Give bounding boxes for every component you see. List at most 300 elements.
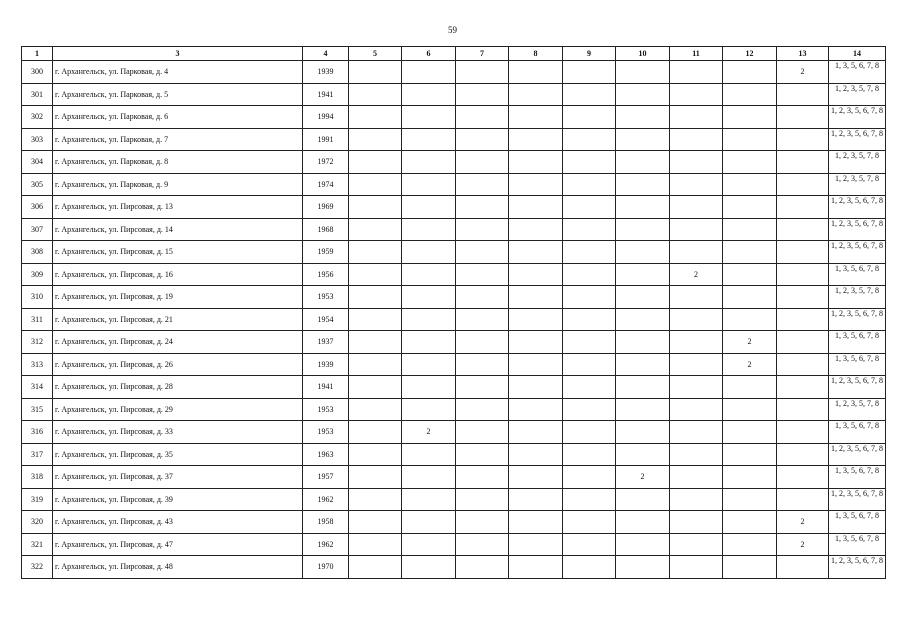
mark-cell: [563, 83, 616, 106]
mark-cell: [563, 556, 616, 579]
mark-cell: [777, 263, 829, 286]
column-header: 11: [670, 47, 723, 61]
mark-cell: [509, 173, 563, 196]
mark-cell: [402, 556, 456, 579]
year-cell: 1954: [303, 308, 349, 331]
mark-cell: [402, 151, 456, 174]
mark-cell: [616, 83, 670, 106]
table-row: [22, 128, 886, 151]
criteria-cell: 1, 2, 3, 5, 6, 7, 8: [829, 196, 886, 219]
column-header: 9: [563, 47, 616, 61]
row-number-cell: 322: [22, 556, 53, 579]
mark-cell: [563, 488, 616, 511]
mark-cell: [563, 376, 616, 399]
mark-cell: [349, 83, 402, 106]
mark-cell: [723, 241, 777, 264]
mark-cell: [723, 488, 777, 511]
row-number-cell: 319: [22, 488, 53, 511]
mark-cell: [563, 443, 616, 466]
mark-cell: [402, 443, 456, 466]
mark-cell: [563, 151, 616, 174]
mark-cell: [777, 196, 829, 219]
mark-cell: [456, 511, 509, 534]
mark-cell: [509, 533, 563, 556]
year-cell: 1939: [303, 353, 349, 376]
mark-cell: [777, 218, 829, 241]
mark-cell: [616, 241, 670, 264]
mark-cell: [616, 151, 670, 174]
mark-cell: [509, 331, 563, 354]
mark-cell: [777, 421, 829, 444]
mark-cell: [402, 61, 456, 84]
mark-cell: [456, 488, 509, 511]
address-cell: г. Архангельск, ул. Пирсовая, д. 37: [53, 466, 303, 489]
criteria-cell: 1, 3, 5, 6, 7, 8: [829, 421, 886, 444]
row-number-cell: 305: [22, 173, 53, 196]
mark-cell: [723, 421, 777, 444]
mark-cell: [402, 286, 456, 309]
mark-cell: [349, 353, 402, 376]
mark-cell: [777, 353, 829, 376]
building-registry-table: [21, 46, 886, 579]
mark-cell: [670, 218, 723, 241]
mark-cell: [509, 376, 563, 399]
address-cell: г. Архангельск, ул. Пирсовая, д. 21: [53, 308, 303, 331]
mark-cell: 2: [723, 353, 777, 376]
column-header: 10: [616, 47, 670, 61]
year-cell: 1939: [303, 61, 349, 84]
mark-cell: [723, 398, 777, 421]
mark-cell: [456, 241, 509, 264]
criteria-cell: 1, 3, 5, 6, 7, 8: [829, 466, 886, 489]
address-cell: г. Архангельск, ул. Пирсовая, д. 33: [53, 421, 303, 444]
mark-cell: [349, 218, 402, 241]
mark-cell: [349, 196, 402, 219]
mark-cell: [616, 218, 670, 241]
criteria-cell: 1, 2, 3, 5, 6, 7, 8: [829, 241, 886, 264]
mark-cell: [616, 61, 670, 84]
table-row: [22, 151, 886, 174]
mark-cell: [563, 331, 616, 354]
mark-cell: [670, 533, 723, 556]
column-header: 4: [303, 47, 349, 61]
mark-cell: [349, 263, 402, 286]
mark-cell: [563, 263, 616, 286]
row-number-cell: 307: [22, 218, 53, 241]
table-row: [22, 398, 886, 421]
mark-cell: [402, 218, 456, 241]
mark-cell: [777, 376, 829, 399]
mark-cell: [456, 376, 509, 399]
mark-cell: [563, 353, 616, 376]
table-row: [22, 263, 886, 286]
mark-cell: [456, 196, 509, 219]
mark-cell: [402, 106, 456, 129]
mark-cell: [509, 443, 563, 466]
mark-cell: [777, 331, 829, 354]
mark-cell: [563, 106, 616, 129]
criteria-cell: 1, 2, 3, 5, 6, 7, 8: [829, 443, 886, 466]
mark-cell: [402, 128, 456, 151]
mark-cell: [456, 466, 509, 489]
table-row: [22, 353, 886, 376]
mark-cell: [723, 376, 777, 399]
mark-cell: 2: [777, 533, 829, 556]
row-number-cell: 314: [22, 376, 53, 399]
mark-cell: [456, 106, 509, 129]
mark-cell: [616, 196, 670, 219]
mark-cell: [402, 83, 456, 106]
mark-cell: [563, 196, 616, 219]
table-row: [22, 241, 886, 264]
mark-cell: [509, 286, 563, 309]
address-cell: г. Архангельск, ул. Парковая, д. 6: [53, 106, 303, 129]
table-row: [22, 286, 886, 309]
criteria-cell: 1, 2, 3, 5, 7, 8: [829, 398, 886, 421]
mark-cell: [456, 421, 509, 444]
mark-cell: [509, 466, 563, 489]
mark-cell: [670, 488, 723, 511]
mark-cell: [616, 488, 670, 511]
mark-cell: 2: [616, 466, 670, 489]
mark-cell: [349, 443, 402, 466]
year-cell: 1953: [303, 286, 349, 309]
address-cell: г. Архангельск, ул. Парковая, д. 8: [53, 151, 303, 174]
column-header: 5: [349, 47, 402, 61]
row-number-cell: 320: [22, 511, 53, 534]
column-header: 3: [53, 47, 303, 61]
mark-cell: [777, 173, 829, 196]
mark-cell: [402, 511, 456, 534]
row-number-cell: 300: [22, 61, 53, 84]
address-cell: г. Архангельск, ул. Пирсовая, д. 15: [53, 241, 303, 264]
mark-cell: [349, 398, 402, 421]
mark-cell: 2: [670, 263, 723, 286]
mark-cell: [670, 196, 723, 219]
mark-cell: [563, 173, 616, 196]
address-cell: г. Архангельск, ул. Пирсовая, д. 43: [53, 511, 303, 534]
mark-cell: [723, 443, 777, 466]
criteria-cell: 1, 3, 5, 6, 7, 8: [829, 511, 886, 534]
table-row: [22, 421, 886, 444]
mark-cell: [670, 308, 723, 331]
table-row: [22, 106, 886, 129]
mark-cell: [670, 466, 723, 489]
table-row: [22, 218, 886, 241]
mark-cell: [456, 331, 509, 354]
mark-cell: [616, 443, 670, 466]
row-number-cell: 318: [22, 466, 53, 489]
row-number-cell: 304: [22, 151, 53, 174]
mark-cell: [563, 128, 616, 151]
criteria-cell: 1, 2, 3, 5, 7, 8: [829, 286, 886, 309]
mark-cell: [723, 218, 777, 241]
mark-cell: [777, 398, 829, 421]
year-cell: 1972: [303, 151, 349, 174]
mark-cell: [509, 218, 563, 241]
criteria-cell: 1, 2, 3, 5, 7, 8: [829, 173, 886, 196]
table-row: [22, 488, 886, 511]
mark-cell: [563, 511, 616, 534]
address-cell: г. Архангельск, ул. Парковая, д. 9: [53, 173, 303, 196]
mark-cell: [723, 511, 777, 534]
mark-cell: [349, 466, 402, 489]
mark-cell: [616, 533, 670, 556]
mark-cell: [670, 173, 723, 196]
address-cell: г. Архангельск, ул. Пирсовая, д. 16: [53, 263, 303, 286]
mark-cell: [402, 308, 456, 331]
mark-cell: [509, 488, 563, 511]
row-number-cell: 312: [22, 331, 53, 354]
mark-cell: 2: [777, 511, 829, 534]
year-cell: 1970: [303, 556, 349, 579]
year-cell: 1937: [303, 331, 349, 354]
mark-cell: [456, 173, 509, 196]
row-number-cell: 306: [22, 196, 53, 219]
table-row: [22, 308, 886, 331]
mark-cell: [563, 533, 616, 556]
mark-cell: [456, 286, 509, 309]
address-cell: г. Архангельск, ул. Пирсовая, д. 13: [53, 196, 303, 219]
mark-cell: [349, 421, 402, 444]
year-cell: 1991: [303, 128, 349, 151]
row-number-cell: 302: [22, 106, 53, 129]
mark-cell: [402, 241, 456, 264]
address-cell: г. Архангельск, ул. Пирсовая, д. 47: [53, 533, 303, 556]
year-cell: 1962: [303, 533, 349, 556]
mark-cell: [723, 173, 777, 196]
mark-cell: [509, 263, 563, 286]
table-row: [22, 173, 886, 196]
year-cell: 1953: [303, 398, 349, 421]
mark-cell: [456, 353, 509, 376]
mark-cell: [777, 556, 829, 579]
page-number: 59: [448, 25, 457, 35]
column-header: 1: [22, 47, 53, 61]
mark-cell: [509, 556, 563, 579]
criteria-cell: 1, 2, 3, 5, 7, 8: [829, 151, 886, 174]
criteria-cell: 1, 2, 3, 5, 6, 7, 8: [829, 376, 886, 399]
mark-cell: [402, 466, 456, 489]
mark-cell: [723, 128, 777, 151]
mark-cell: [402, 331, 456, 354]
mark-cell: [402, 398, 456, 421]
mark-cell: [456, 556, 509, 579]
mark-cell: [509, 196, 563, 219]
row-number-cell: 313: [22, 353, 53, 376]
row-number-cell: 311: [22, 308, 53, 331]
mark-cell: [349, 556, 402, 579]
mark-cell: [670, 556, 723, 579]
year-cell: 1959: [303, 241, 349, 264]
year-cell: 1957: [303, 466, 349, 489]
mark-cell: [563, 241, 616, 264]
row-number-cell: 321: [22, 533, 53, 556]
address-cell: г. Архангельск, ул. Парковая, д. 4: [53, 61, 303, 84]
mark-cell: [616, 353, 670, 376]
criteria-cell: 1, 2, 3, 5, 6, 7, 8: [829, 556, 886, 579]
mark-cell: [670, 241, 723, 264]
criteria-cell: 1, 2, 3, 5, 6, 7, 8: [829, 488, 886, 511]
row-number-cell: 316: [22, 421, 53, 444]
criteria-cell: 1, 2, 3, 5, 6, 7, 8: [829, 128, 886, 151]
address-cell: г. Архангельск, ул. Пирсовая, д. 29: [53, 398, 303, 421]
address-cell: г. Архангельск, ул. Парковая, д. 5: [53, 83, 303, 106]
mark-cell: [456, 533, 509, 556]
column-header: 8: [509, 47, 563, 61]
mark-cell: [509, 128, 563, 151]
table-body: [22, 61, 886, 579]
mark-cell: [509, 421, 563, 444]
mark-cell: [777, 308, 829, 331]
year-cell: 1974: [303, 173, 349, 196]
mark-cell: [616, 308, 670, 331]
mark-cell: [723, 83, 777, 106]
mark-cell: [777, 488, 829, 511]
mark-cell: [509, 353, 563, 376]
column-header: 14: [829, 47, 886, 61]
mark-cell: [456, 218, 509, 241]
address-cell: г. Архангельск, ул. Пирсовая, д. 48: [53, 556, 303, 579]
table-row: [22, 83, 886, 106]
table-row: [22, 556, 886, 579]
address-cell: г. Архангельск, ул. Пирсовая, д. 35: [53, 443, 303, 466]
mark-cell: [723, 263, 777, 286]
mark-cell: [723, 308, 777, 331]
mark-cell: [616, 421, 670, 444]
mark-cell: [563, 308, 616, 331]
mark-cell: [777, 286, 829, 309]
mark-cell: [723, 151, 777, 174]
table-row: [22, 533, 886, 556]
mark-cell: [456, 443, 509, 466]
mark-cell: [670, 353, 723, 376]
mark-cell: [349, 488, 402, 511]
mark-cell: [777, 83, 829, 106]
criteria-cell: 1, 2, 3, 5, 6, 7, 8: [829, 218, 886, 241]
table-row: [22, 511, 886, 534]
mark-cell: [456, 308, 509, 331]
year-cell: 1941: [303, 376, 349, 399]
mark-cell: [723, 106, 777, 129]
address-cell: г. Архангельск, ул. Пирсовая, д. 19: [53, 286, 303, 309]
year-cell: 1962: [303, 488, 349, 511]
mark-cell: 2: [777, 61, 829, 84]
column-header: 7: [456, 47, 509, 61]
mark-cell: [670, 376, 723, 399]
mark-cell: [616, 263, 670, 286]
mark-cell: [349, 533, 402, 556]
mark-cell: [563, 218, 616, 241]
criteria-cell: 1, 3, 5, 6, 7, 8: [829, 331, 886, 354]
mark-cell: [670, 286, 723, 309]
mark-cell: [402, 263, 456, 286]
mark-cell: [349, 308, 402, 331]
mark-cell: [349, 511, 402, 534]
mark-cell: [456, 61, 509, 84]
mark-cell: [723, 286, 777, 309]
mark-cell: [670, 443, 723, 466]
mark-cell: [616, 398, 670, 421]
mark-cell: [670, 331, 723, 354]
address-cell: г. Архангельск, ул. Пирсовая, д. 39: [53, 488, 303, 511]
criteria-cell: 1, 2, 3, 5, 6, 7, 8: [829, 106, 886, 129]
row-number-cell: 303: [22, 128, 53, 151]
address-cell: г. Архангельск, ул. Пирсовая, д. 26: [53, 353, 303, 376]
mark-cell: [616, 556, 670, 579]
column-header: 13: [777, 47, 829, 61]
mark-cell: [563, 421, 616, 444]
mark-cell: [402, 488, 456, 511]
mark-cell: [670, 421, 723, 444]
year-cell: 1969: [303, 196, 349, 219]
year-cell: 1956: [303, 263, 349, 286]
mark-cell: [777, 128, 829, 151]
mark-cell: [777, 466, 829, 489]
mark-cell: [616, 376, 670, 399]
year-cell: 1963: [303, 443, 349, 466]
mark-cell: [670, 128, 723, 151]
mark-cell: [563, 286, 616, 309]
row-number-cell: 317: [22, 443, 53, 466]
mark-cell: [670, 83, 723, 106]
mark-cell: [509, 398, 563, 421]
mark-cell: [670, 106, 723, 129]
criteria-cell: 1, 3, 5, 6, 7, 8: [829, 353, 886, 376]
mark-cell: 2: [402, 421, 456, 444]
column-header: 6: [402, 47, 456, 61]
mark-cell: [509, 83, 563, 106]
mark-cell: [402, 196, 456, 219]
criteria-cell: 1, 3, 5, 6, 7, 8: [829, 61, 886, 84]
mark-cell: [509, 151, 563, 174]
address-cell: г. Архангельск, ул. Пирсовая, д. 28: [53, 376, 303, 399]
mark-cell: [723, 196, 777, 219]
year-cell: 1941: [303, 83, 349, 106]
mark-cell: [349, 286, 402, 309]
mark-cell: [509, 511, 563, 534]
mark-cell: [670, 511, 723, 534]
table-row: [22, 376, 886, 399]
mark-cell: [509, 106, 563, 129]
mark-cell: [402, 353, 456, 376]
header-row: [22, 47, 886, 61]
mark-cell: [670, 151, 723, 174]
mark-cell: [456, 398, 509, 421]
mark-cell: [509, 241, 563, 264]
row-number-cell: 309: [22, 263, 53, 286]
mark-cell: 2: [723, 331, 777, 354]
mark-cell: [777, 106, 829, 129]
mark-cell: [349, 241, 402, 264]
year-cell: 1968: [303, 218, 349, 241]
mark-cell: [349, 106, 402, 129]
mark-cell: [349, 173, 402, 196]
column-header: 12: [723, 47, 777, 61]
address-cell: г. Архангельск, ул. Пирсовая, д. 24: [53, 331, 303, 354]
criteria-cell: 1, 3, 5, 6, 7, 8: [829, 263, 886, 286]
mark-cell: [616, 286, 670, 309]
year-cell: 1953: [303, 421, 349, 444]
year-cell: 1994: [303, 106, 349, 129]
row-number-cell: 315: [22, 398, 53, 421]
mark-cell: [723, 533, 777, 556]
mark-cell: [616, 511, 670, 534]
mark-cell: [456, 151, 509, 174]
mark-cell: [349, 61, 402, 84]
table-row: [22, 61, 886, 84]
table-row: [22, 196, 886, 219]
